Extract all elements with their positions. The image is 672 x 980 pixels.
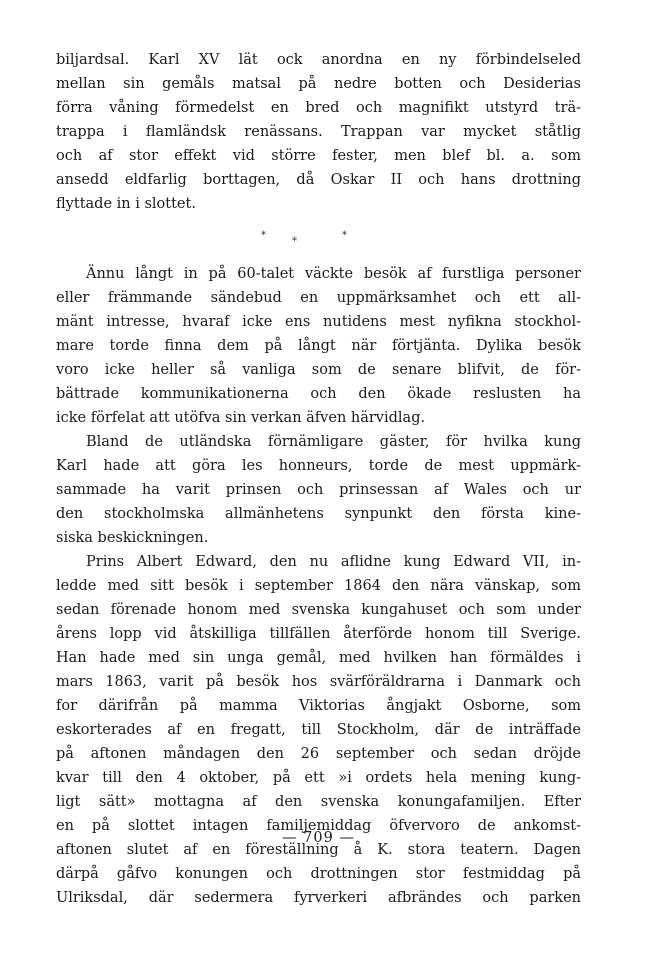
text-line: mare torde finna dem på långt när förtjänta. Dylika besök — [56, 338, 581, 354]
text-line: förra våning förmedelst en bred och magnifikt utstyrd trä- — [56, 100, 581, 116]
text-line: Han hade med sin unga gemål, med hvilken han förmäldes i — [56, 650, 581, 666]
paragraph-2 — [56, 262, 581, 430]
text-line: eller främmande sändebud en uppmärksamhet och ett all- — [56, 290, 581, 306]
text-line: ledde med sitt besök i september 1864 den nära vänskap, som — [56, 578, 581, 594]
text-line: mänt intresse, hvaraf icke ens nutidens mest nyfikna stockhol- — [56, 314, 581, 330]
text-line: mars 1863, varit på besök hos svärföräldrarna i Danmark och — [56, 674, 581, 690]
separator-star: * — [292, 236, 297, 247]
text-line: bättrade kommunikationerna och den ökade reslusten ha — [56, 386, 581, 402]
text-line: flyttade in i slottet. — [56, 196, 196, 212]
text-line: ligt sätt» mottagna af den svenska konungafamiljen. Efter — [56, 794, 581, 810]
text-line: Bland de utländska förnämligare gäster, för hvilka kung — [86, 434, 581, 450]
book-page — [56, 48, 581, 910]
text-line: och af stor effekt vid större fester, men blef bl. a. som — [56, 148, 581, 164]
text-line: årens lopp vid åtskilliga tillfällen återförde honom till Sverige. — [56, 626, 581, 642]
text-line: den stockholmska allmänhetens synpunkt den första kine- — [56, 506, 581, 522]
page-number: — 709 — — [282, 830, 355, 846]
text-line: aftonen slutet af en föreställning å K. stora teatern. Dagen — [56, 842, 581, 858]
text-line: ansedd eldfarlig borttagen, då Oskar II och hans drottning — [56, 172, 581, 188]
paragraph-1 — [56, 48, 581, 216]
text-line: for därifrån på mamma Viktorias ångjakt Osborne, som — [56, 698, 581, 714]
paragraph-3 — [56, 430, 581, 550]
text-line: Ännu långt in på 60-talet väckte besök af furstliga personer — [86, 266, 581, 282]
separator-star: * — [342, 230, 347, 241]
text-line: sedan förenade honom med svenska kungahuset och som under — [56, 602, 581, 618]
text-line: en på slottet intagen familjemiddag öfvervoro de ankomst- — [56, 818, 581, 834]
text-line: därpå gåfvo konungen och drottningen stor festmiddag på — [56, 866, 581, 882]
text-line: voro icke heller så vanliga som de senare blifvit, de för- — [56, 362, 581, 378]
text-line: Karl hade att göra les honneurs, torde de mest uppmärk- — [56, 458, 581, 474]
text-line: sammade ha varit prinsen och prinsessan af Wales och ur — [56, 482, 581, 498]
section-separator — [56, 216, 581, 262]
paragraph-4 — [56, 550, 581, 910]
separator-star: * — [261, 230, 266, 241]
text-line: på aftonen måndagen den 26 september och sedan dröjde — [56, 746, 581, 762]
text-line: Ulriksdal, där sedermera fyrverkeri afbrändes och parken — [56, 890, 581, 906]
text-line: Prins Albert Edward, den nu aflidne kung Edward VII, in- — [86, 554, 581, 570]
text-line: siska beskickningen. — [56, 530, 209, 546]
text-line: kvar till den 4 oktober, på ett »i ordets hela mening kung- — [56, 770, 581, 786]
text-line: icke förfelat att utöfva sin verkan äfven härvidlag. — [56, 410, 426, 426]
text-line: eskorterades af en fregatt, till Stockholm, där de inträffade — [56, 722, 581, 738]
text-line: trappa i flamländsk renässans. Trappan var mycket ståtlig — [56, 124, 581, 140]
text-line: biljardsal. Karl XV lät ock anordna en ny förbindelseled — [56, 52, 581, 68]
text-line: mellan sin gemåls matsal på nedre botten och Desiderias — [56, 76, 581, 92]
